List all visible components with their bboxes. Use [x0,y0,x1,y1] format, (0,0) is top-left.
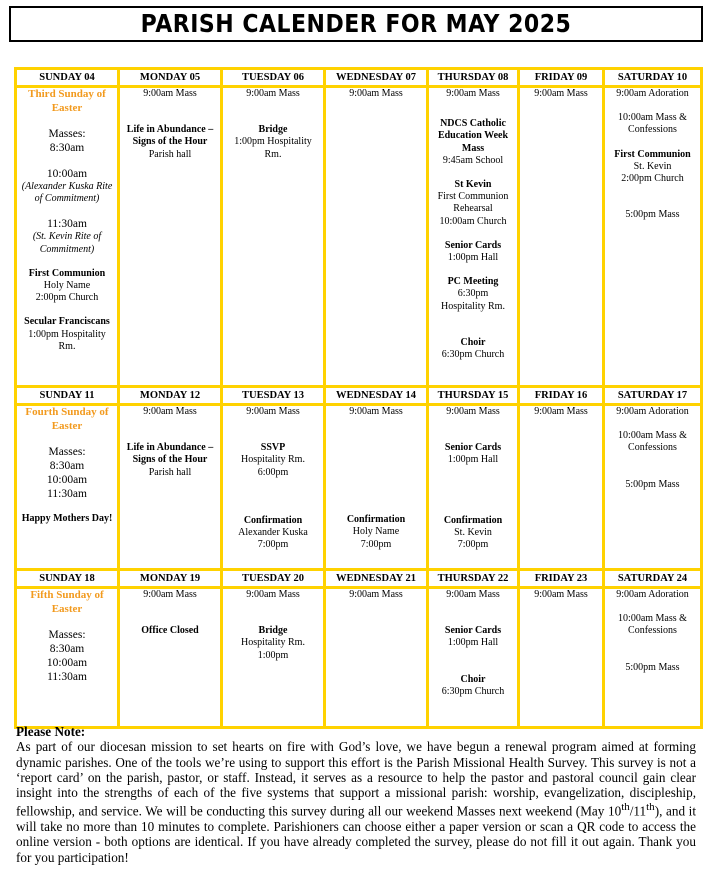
day-header: THURSDAY 15 [428,387,519,405]
day-header: THURSDAY 22 [428,570,519,588]
event-time: 1:00pm Hall [447,252,499,264]
event-title: First Communion [614,148,691,160]
week3-row [16,588,702,728]
liturgical-day-title: Third Sunday of Easter [28,88,106,114]
event-time: 7:00pm [257,539,289,551]
cell-tuesday-13 [222,405,325,570]
day-header: MONDAY 05 [119,69,222,87]
event-title: Confirmation [346,514,406,526]
day-header: TUESDAY 20 [222,570,325,588]
event-title: NDCS Catholic Education Week Mass [437,118,509,154]
event-time: 7:00pm [360,538,392,550]
mass-time: 9:00am Mass [349,406,403,417]
event-place: Holy Name [352,526,400,538]
cell-thursday-08 [428,87,519,387]
week1-row [16,87,702,387]
event-time: 10:00am Church [439,215,507,227]
cell-monday-12 [119,405,222,570]
mass-time: 9:00am Mass [534,406,588,417]
calendar-title: PARISH CALENDER FOR MAY 2025 [140,9,572,39]
liturgical-day-title: Fourth Sunday of Easter [25,406,109,432]
week1-header-row [16,69,702,87]
mass-time: 9:00am Mass [534,88,588,99]
mass-time: 11:30am [47,671,87,683]
event-line: 10:00am Mass & Confessions [618,430,687,454]
event-line: 10:00am Mass & Confessions [618,613,687,637]
event-line: 9:00am Adoration [616,88,689,99]
event-time: 6:30pm Church [441,349,505,361]
event-title: Happy Mothers Day! [21,513,113,524]
note-text: /11 [629,803,647,819]
calendar-table [14,67,703,729]
event-title: Bridge [258,625,288,637]
cell-monday-05 [119,87,222,387]
day-header: TUESDAY 13 [222,387,325,405]
event-place: Hospitality Rm. [441,300,505,312]
event-title: Confirmation [243,514,303,526]
cell-saturday-24 [604,588,702,728]
event-title: Confirmation [443,514,503,526]
day-header: SUNDAY 11 [16,387,119,405]
cell-monday-19 [119,588,222,728]
event-time: 7:00pm [457,539,489,551]
event-title: Life in Abundance – Signs of the Hour [126,124,214,148]
mass-time: 9:00am Mass [246,589,300,600]
event-title: Office Closed [141,625,199,637]
mass-time: 10:00am [46,474,88,486]
day-header: WEDNESDAY 21 [325,570,428,588]
event-place: St. Kevin [454,526,492,538]
day-header: SUNDAY 04 [16,69,119,87]
mass-time: 9:00am Mass [143,88,197,99]
day-header: WEDNESDAY 14 [325,387,428,405]
event-title: First Communion [28,267,106,279]
event-time: 6:00pm [257,466,289,478]
calendar-title-box [9,6,703,42]
event-title: Choir [460,336,486,348]
event-line: 5:00pm Mass [625,661,680,673]
event-line: 10:00am Mass & Confessions [618,112,687,136]
mass-time: 10:00am [46,168,88,180]
cell-sunday-18 [16,588,119,728]
event-line: 5:00pm Mass [625,478,680,490]
day-header: TUESDAY 06 [222,69,325,87]
cell-tuesday-06 [222,87,325,387]
day-header: THURSDAY 08 [428,69,519,87]
event-title: Choir [460,673,486,685]
event-title: Senior Cards [444,239,502,251]
week2-row [16,405,702,570]
mass-time: 11:30am [47,488,87,500]
event-time: 6:30pm [457,288,489,300]
mass-time: 9:00am Mass [143,589,197,600]
event-detail: First Communion Rehearsal [437,191,509,215]
week2-header-row [16,387,702,405]
day-header: MONDAY 19 [119,570,222,588]
week3-header-row [16,570,702,588]
event-place: St. Kevin [633,160,672,172]
day-header: FRIDAY 23 [519,570,604,588]
note-text: As part of our diocesan mission to set hearts on fire with God’s love, we have begun a renewal program aimed at forming dynamic parishes. One of the tools we’re using to support this effort is the Parish Missional Health Survey. This survey is not a ‘report card’ on the parish, pastor, or staff. Instead, it serves as a resource to help the pastor and pastoral council gain clear insight into the strengths of each of the five systems that support a missional parish: worship, evangelization, discipleship, fellowship, and service. We will be conducting this survey during all our weekend Masses next weekend (May 10 [16,739,696,819]
liturgical-day-title: Fifth Sunday of Easter [30,589,104,615]
mass-time: 9:00am Mass [349,88,403,99]
event-title: Senior Cards [444,442,502,454]
mass-time: 9:00am Mass [534,589,588,600]
event-line: 5:00pm Mass [625,209,680,221]
mass-time: 8:30am [49,460,85,472]
event-title: SSVP [260,442,286,454]
mass-time: 8:30am [49,142,85,154]
event-time: 1:00pm Hospitality Rm. [28,328,106,352]
event-place: Parish hall [148,148,192,160]
cell-friday-09 [519,87,604,387]
mass-time: 9:00am Mass [246,88,300,99]
event-title: Senior Cards [444,625,502,637]
cell-saturday-17 [604,405,702,570]
note-section [16,724,696,865]
cell-friday-16 [519,405,604,570]
event-title: Bridge [258,124,288,136]
event-place: Hospitality Rm. [241,454,305,466]
note-heading: Please Note: [16,724,86,739]
day-header: FRIDAY 16 [519,387,604,405]
event-time: 1:00pm Hall [447,637,499,649]
event-line: 9:00am Adoration [616,589,689,600]
event-place: 1:00pm Hospitality Rm. [234,136,312,160]
day-header: FRIDAY 09 [519,69,604,87]
mass-time: 11:30am [47,218,87,231]
event-title: Secular Franciscans [24,316,110,328]
event-time: 2:00pm Church [621,173,684,185]
event-title: St Kevin [454,179,492,191]
mass-time: 8:30am [49,643,85,655]
day-header: SATURDAY 24 [604,570,702,588]
cell-saturday-10 [604,87,702,387]
mass-time: 9:00am Mass [246,406,300,417]
note-text: ), and it will take no more than 10 minutes to complete. Parishioners can choose either a paper version or scan a QR code to access the online version - both options are identical. If you have already completed the survey, please do not fill it out again. Thank you for you participation! [16,803,696,865]
cell-wednesday-14 [325,405,428,570]
cell-sunday-11 [16,405,119,570]
event-time: 1:00pm [257,649,289,661]
cell-tuesday-20 [222,588,325,728]
day-header: WEDNESDAY 07 [325,69,428,87]
mass-time: 9:00am Mass [446,88,500,99]
event-line: 9:00am Adoration [616,406,689,417]
event-time: 6:30pm Church [441,685,505,697]
event-time: 1:00pm Hall [447,454,499,466]
cell-friday-23 [519,588,604,728]
day-header: SUNDAY 18 [16,570,119,588]
event-place: Alexander Kuska [238,527,308,539]
mass-note: (St. Kevin Rite of Commitment) [32,231,102,255]
cell-thursday-15 [428,405,519,570]
event-time: 9:45am School [442,154,504,166]
event-title: PC Meeting [447,276,499,288]
cell-wednesday-21 [325,588,428,728]
masses-label: Masses: [48,446,86,458]
day-header: SATURDAY 17 [604,387,702,405]
event-time: 2:00pm Church [35,292,99,304]
note-sup: th [621,801,630,814]
note-body [16,739,696,865]
event-place: Parish hall [148,466,192,478]
day-header: MONDAY 12 [119,387,222,405]
event-title: Life in Abundance – Signs of the Hour [126,442,214,466]
masses-label: Masses: [48,629,86,641]
mass-time: 10:00am [46,657,88,669]
note-sup: th [646,801,655,814]
cell-sunday-04 [16,87,119,387]
event-place: Holy Name [43,280,91,292]
mass-time: 9:00am Mass [349,589,403,600]
day-header: SATURDAY 10 [604,69,702,87]
cell-thursday-22 [428,588,519,728]
masses-label: Masses: [48,128,86,140]
mass-time: 9:00am Mass [143,406,197,417]
mass-time: 9:00am Mass [446,406,500,417]
mass-time: 9:00am Mass [446,589,500,600]
cell-wednesday-07 [325,87,428,387]
mass-note: (Alexander Kuska Rite of Commitment) [21,181,113,205]
event-place: Hospitality Rm. [241,637,305,649]
